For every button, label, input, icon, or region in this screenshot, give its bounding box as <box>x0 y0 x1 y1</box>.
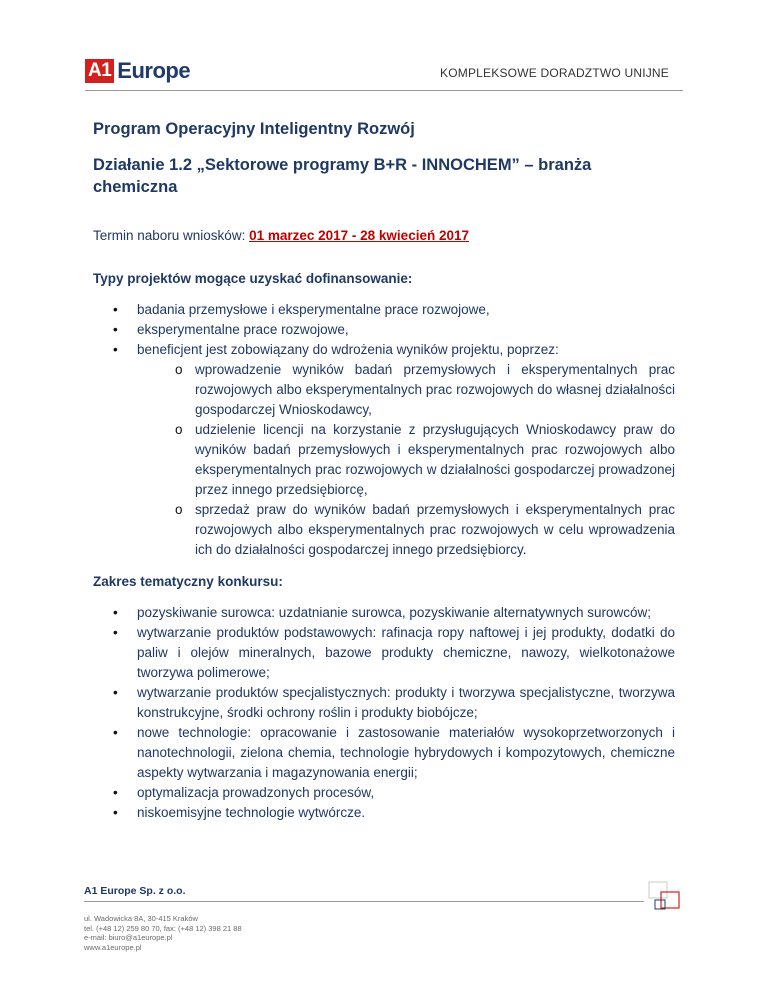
bullet-icon: • <box>113 342 118 357</box>
bullet-icon: • <box>113 605 118 620</box>
list-item <box>93 723 675 783</box>
document-body <box>93 118 675 837</box>
logo-europe-text: Europe <box>117 58 191 83</box>
footer-contact <box>84 914 682 952</box>
bullet-icon: • <box>113 625 118 640</box>
bullet-icon: • <box>113 322 118 337</box>
list-item-text: badania przemysłowe i eksperymentalne prace rozwojowe, <box>137 302 490 317</box>
sub-list-item-text: sprzedaż praw do wyników badań przemysłowych i eksperymentalnych prac rozwojowych albo eksperymentalnych prac rozwojowych w celu wprowadzenia ich do działalności gospodarczej innego przedsiębiorcy. <box>195 502 675 557</box>
list-item <box>93 603 675 623</box>
sub-list-item-text: wprowadzenie wyników badań przemysłowych i eksperymentalnych prac rozwojowych albo eksperymentalnych prac rozwojowych do własnej działalności gospodarczej Wnioskodawcy, <box>195 362 675 417</box>
deadline-label: Termin naboru wniosków: <box>93 228 250 243</box>
list-item <box>93 300 675 320</box>
list-item-text: nowe technologie: opracowanie i zastosowanie materiałów wysokoprzetworzonych i nanotechnologii, zielona chemia, technologie hybrydowych i kompozytowych, chemiczne aspekty wytwarzania i magazynowania energii; <box>137 725 675 780</box>
sub-list-item <box>173 360 675 420</box>
bullet-icon: • <box>113 725 118 740</box>
bullet-icon: • <box>113 785 118 800</box>
list-item <box>93 320 675 340</box>
program-title: Program Operacyjny Inteligentny Rozwój <box>93 120 415 138</box>
footer-address: ul. Wadowicka 8A, 30-415 Kraków <box>84 914 198 923</box>
bullet-icon: • <box>113 685 118 700</box>
footer-phone: tel. (+48 12) 259 80 70, fax: (+48 12) 398 21 88 <box>84 923 242 933</box>
project-types-heading: Typy projektów mogące uzyskać dofinansowanie: <box>93 271 413 286</box>
list-item-text: wytwarzanie produktów podstawowych: rafinacja ropy naftowej i jej produkty, dodatki do paliw i olejów mineralnych, bazowe produkty chemiczne, nawozy, wielkotonażowe tworzywa polimerowe; <box>137 625 675 680</box>
thematic-scope-list <box>93 603 675 823</box>
page-header <box>85 56 683 91</box>
implementation-methods-list <box>137 360 675 560</box>
footer-company-name: A1 Europe Sp. z o.o. <box>84 885 644 902</box>
deadline-dates: 01 marzec 2017 - 28 kwiecień 2017 <box>249 228 469 243</box>
list-item <box>93 783 675 803</box>
list-item <box>93 683 675 723</box>
bullet-icon: • <box>113 805 118 820</box>
circle-bullet-icon: o <box>175 362 183 377</box>
list-item-text: wytwarzanie produktów specjalistycznych: produkty i tworzywa specjalistyczne, tworzywa konstrukcyjne, środki ochrony roślin i produkty biobójcze; <box>137 685 675 720</box>
footer-squares-logo-icon <box>647 880 687 912</box>
thematic-scope-heading: Zakres tematyczny konkursu: <box>93 574 283 589</box>
footer-email: e-mail: biuro@a1europe.pl <box>84 933 173 942</box>
list-item-text: pozyskiwanie surowca: uzdatnianie surowca, pozyskiwanie alternatywnych surowców; <box>137 605 651 620</box>
list-item-text: niskoemisyjne technologie wytwórcze. <box>137 805 366 820</box>
action-title: Działanie 1.2 „Sektorowe programy B+R - INNOCHEM” – branża chemiczna <box>93 156 592 196</box>
sub-list-item-text: udzielenie licencji na korzystanie z przysługujących Wnioskodawcy praw do wyników badań przemysłowych i eksperymentalnych prac rozwojowych albo eksperymentalnych prac rozwojowych w działalności gospodarczej prowadzonej przez innego przedsiębiorcę, <box>195 422 675 497</box>
circle-bullet-icon: o <box>175 502 183 517</box>
sub-list-item <box>173 420 675 500</box>
header-tagline: KOMPLEKSOWE DORADZTWO UNIJNE <box>440 66 669 80</box>
list-item <box>93 623 675 683</box>
company-logo <box>85 58 190 84</box>
list-item <box>93 340 675 560</box>
application-deadline <box>93 228 675 243</box>
page-footer <box>84 885 682 952</box>
circle-bullet-icon: o <box>175 422 183 437</box>
project-types-list <box>93 300 675 560</box>
logo-a1-box: A1 <box>85 59 114 83</box>
list-item-text: optymalizacja prowadzonych procesów, <box>137 785 375 800</box>
bullet-icon: • <box>113 302 118 317</box>
list-item <box>93 803 675 823</box>
sub-list-item <box>173 500 675 560</box>
list-item-text: beneficjent jest zobowiązany do wdrożenia wyników projektu, poprzez: <box>137 342 559 357</box>
footer-website: www.a1europe.pl <box>84 942 142 952</box>
list-item-text: eksperymentalne prace rozwojowe, <box>137 322 349 337</box>
